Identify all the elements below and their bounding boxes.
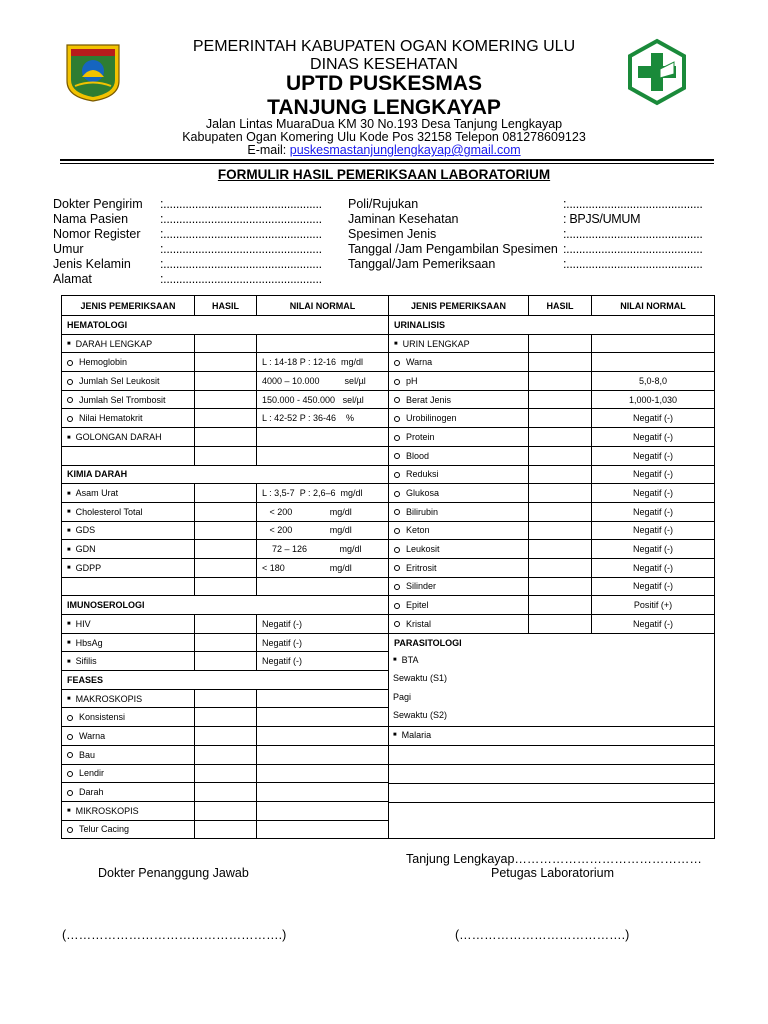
exam-name	[389, 577, 529, 596]
normal-value: L : 14-18 P : 12-16 mg/dl	[257, 353, 389, 372]
exam-name-text: pH	[406, 375, 418, 386]
circle-bullet-icon	[394, 509, 400, 515]
table-row	[62, 353, 715, 372]
exam-name-text: Telur Cacing	[79, 824, 130, 835]
email-line	[0, 143, 768, 157]
result-cell[interactable]	[195, 727, 257, 746]
normal-value: < 200 mg/dl	[257, 502, 389, 521]
patient-field-label: Nama Pasien	[53, 212, 129, 226]
exam-field-value[interactable]: :...........................................	[563, 197, 703, 211]
parasitologi-item-text: Malaria	[401, 729, 432, 740]
exam-name	[389, 615, 529, 634]
empty-cell	[62, 446, 195, 465]
exam-name-text: Warna	[406, 357, 433, 368]
circle-bullet-icon	[67, 416, 73, 422]
exam-name	[62, 334, 195, 353]
parasitologi-item-text: BTA	[401, 654, 419, 665]
table-row	[62, 633, 715, 652]
exam-name	[62, 558, 195, 577]
normal-value: 150.000 - 450.000 sel/µl	[257, 390, 389, 409]
exam-name	[62, 783, 195, 802]
table-row	[62, 540, 715, 559]
result-cell[interactable]	[195, 615, 257, 634]
result-cell[interactable]	[529, 353, 592, 372]
parasitologi-item	[389, 652, 714, 671]
result-cell[interactable]	[529, 502, 592, 521]
empty-cell	[62, 577, 195, 596]
result-cell[interactable]	[195, 334, 257, 353]
exam-name-text: Asam Urat	[75, 488, 119, 499]
normal-value	[257, 727, 389, 746]
exam-name	[389, 409, 529, 428]
normal-value: 4000 – 10.000 sel/µl	[257, 372, 389, 391]
result-cell[interactable]	[529, 409, 592, 428]
exam-name-text: Kristal	[406, 618, 432, 629]
exam-name	[62, 372, 195, 391]
square-bullet-icon: ■	[67, 490, 71, 497]
exam-name-text: Konsistensi	[79, 712, 126, 723]
result-cell[interactable]	[529, 428, 592, 447]
circle-bullet-icon	[67, 360, 73, 366]
lab-results-table	[61, 295, 715, 839]
parasitologi-item	[389, 707, 714, 726]
exam-name	[62, 540, 195, 559]
exam-name-text: Silinder	[406, 581, 437, 592]
exam-name	[62, 727, 195, 746]
circle-bullet-icon	[394, 379, 400, 385]
exam-name	[62, 689, 195, 708]
circle-bullet-icon	[67, 752, 73, 758]
exam-name-text: Warna	[79, 730, 106, 741]
normal-value	[257, 446, 389, 465]
normal-value: L : 3,5-7 P : 2,6–6 mg/dl	[257, 484, 389, 503]
exam-name-text: Bau	[79, 749, 96, 760]
exam-name-text: Keton	[406, 525, 430, 536]
parasitologi-item	[389, 670, 714, 689]
exam-name-text: Blood	[406, 450, 430, 461]
exam-field-value[interactable]: :...........................................	[563, 257, 703, 271]
result-cell[interactable]	[529, 390, 592, 409]
exam-name-text: Eritrosit	[406, 562, 437, 573]
square-bullet-icon: ■	[394, 341, 398, 348]
result-cell[interactable]	[195, 446, 257, 465]
exam-name-text: Epitel	[406, 600, 429, 611]
exam-name	[62, 652, 195, 671]
doctor-signature-line: (…………………………………………….)	[62, 928, 287, 942]
circle-bullet-icon	[394, 491, 400, 497]
exam-name	[389, 540, 529, 559]
normal-value: < 200 mg/dl	[257, 521, 389, 540]
result-cell[interactable]	[529, 484, 592, 503]
exam-field-label: Spesimen Jenis	[348, 227, 437, 241]
exam-name	[389, 334, 529, 353]
header-rule-thick	[60, 159, 714, 161]
exam-name	[62, 521, 195, 540]
patient-field-label: Jenis Kelamin	[53, 257, 131, 271]
table-row	[62, 502, 715, 521]
table-row	[62, 615, 715, 634]
normal-value: < 180 mg/dl	[257, 558, 389, 577]
address-line-2: Kabupaten Ogan Komering Ulu Kode Pos 32158 Telepon 081278609123	[182, 130, 586, 144]
exam-name	[62, 708, 195, 727]
circle-bullet-icon	[67, 771, 73, 777]
normal-value: Negatif (-)	[257, 633, 389, 652]
exam-name-text: Bilirubin	[406, 506, 439, 517]
result-cell[interactable]	[195, 390, 257, 409]
header-cell: NILAI NORMAL	[592, 296, 715, 316]
result-cell[interactable]	[529, 615, 592, 634]
header-government: PEMERINTAH KABUPATEN OGAN KOMERING ULU	[192, 38, 576, 55]
header-uptd: UPTD PUSKESMAS	[285, 72, 483, 95]
square-bullet-icon: ■	[67, 621, 71, 628]
circle-bullet-icon	[394, 435, 400, 441]
exam-field-label: Poli/Rujukan	[348, 197, 419, 211]
parasitologi-item-text: Sewaktu (S1)	[393, 673, 448, 684]
exam-name-text: Jumlah Sel Trombosit	[79, 394, 166, 405]
table-row	[62, 577, 715, 596]
email-link[interactable]: puskesmastanjunglengkayap@gmail.com	[289, 143, 521, 157]
header-cell: HASIL	[195, 296, 257, 316]
circle-bullet-icon	[67, 379, 73, 385]
result-cell[interactable]	[195, 652, 257, 671]
exam-name	[62, 428, 195, 447]
parasitologi-item	[389, 689, 714, 708]
header-cell: JENIS PEMERIKSAAN	[389, 296, 529, 316]
result-cell[interactable]	[195, 521, 257, 540]
exam-name-text: GDN	[75, 544, 96, 555]
exam-name	[62, 820, 195, 839]
result-cell[interactable]	[195, 409, 257, 428]
exam-field-value[interactable]: : BPJS/UMUM	[563, 212, 641, 226]
result-cell[interactable]	[529, 372, 592, 391]
normal-value	[257, 577, 389, 596]
exam-name-text: Darah	[79, 787, 104, 798]
square-bullet-icon: ■	[67, 528, 71, 535]
place-date: Tanjung Lengkayap………………………………………	[406, 852, 702, 866]
exam-field-label: Jaminan Kesehatan	[348, 212, 459, 226]
circle-bullet-icon	[394, 453, 400, 459]
table-row	[62, 596, 715, 615]
section-title: KIMIA DARAH	[62, 465, 389, 484]
blank-line	[389, 802, 714, 821]
result-cell[interactable]	[195, 540, 257, 559]
square-bullet-icon: ■	[67, 546, 71, 553]
exam-name	[389, 390, 529, 409]
normal-value: Negatif (-)	[592, 409, 715, 428]
normal-value: 72 – 126 mg/dl	[257, 540, 389, 559]
circle-bullet-icon	[394, 565, 400, 571]
normal-value: Negatif (-)	[592, 465, 715, 484]
header-cell: HASIL	[529, 296, 592, 316]
result-cell[interactable]	[529, 577, 592, 596]
square-bullet-icon: ■	[67, 696, 71, 703]
result-cell[interactable]	[195, 484, 257, 503]
result-cell[interactable]	[529, 465, 592, 484]
result-cell[interactable]	[529, 334, 592, 353]
circle-bullet-icon	[394, 584, 400, 590]
lab-officer-signature-line: (………………………………….)	[455, 928, 630, 942]
normal-value: 5,0-8,0	[592, 372, 715, 391]
circle-bullet-icon	[67, 734, 73, 740]
circle-bullet-icon	[394, 397, 400, 403]
exam-name-text: Berat Jenis	[406, 394, 452, 405]
square-bullet-icon: ■	[67, 509, 71, 516]
normal-value: Negatif (-)	[592, 502, 715, 521]
table-row	[62, 484, 715, 503]
result-cell[interactable]	[529, 446, 592, 465]
patient-field-value[interactable]: :..................................................	[160, 272, 322, 286]
circle-bullet-icon	[394, 416, 400, 422]
square-bullet-icon: ■	[67, 565, 71, 572]
normal-value: Negatif (-)	[592, 484, 715, 503]
exam-name-text: Leukosit	[406, 544, 440, 555]
normal-value: Negatif (-)	[257, 652, 389, 671]
exam-name-text: Sifilis	[75, 656, 97, 667]
parasitologi-item-text: Sewaktu (S2)	[393, 710, 448, 721]
normal-value: Negatif (-)	[592, 446, 715, 465]
section-title: IMUNOSEROLOGI	[62, 596, 389, 615]
result-cell[interactable]	[195, 745, 257, 764]
exam-name	[62, 353, 195, 372]
result-cell[interactable]	[195, 428, 257, 447]
exam-name	[389, 558, 529, 577]
normal-value	[257, 334, 389, 353]
exam-name-text: Urobilinogen	[406, 413, 457, 424]
exam-name-text: URIN LENGKAP	[402, 338, 470, 349]
result-cell[interactable]	[195, 801, 257, 820]
circle-bullet-icon	[394, 603, 400, 609]
exam-name	[389, 353, 529, 372]
parasitologi-item	[389, 726, 714, 745]
exam-name-text: Hemoglobin	[79, 357, 128, 368]
circle-bullet-icon	[394, 528, 400, 534]
patient-field-label: Alamat	[53, 272, 92, 286]
exam-name	[62, 409, 195, 428]
blank-line	[389, 745, 714, 764]
exam-name	[62, 615, 195, 634]
exam-name	[389, 502, 529, 521]
result-cell[interactable]	[195, 558, 257, 577]
header-cell: NILAI NORMAL	[257, 296, 389, 316]
exam-name	[389, 446, 529, 465]
exam-name-text: GOLONGAN DARAH	[75, 431, 162, 442]
table-row	[62, 521, 715, 540]
exam-name	[62, 745, 195, 764]
exam-name	[62, 390, 195, 409]
patient-field-label: Umur	[53, 242, 84, 256]
normal-value	[592, 353, 715, 372]
square-bullet-icon: ■	[67, 658, 71, 665]
normal-value	[257, 428, 389, 447]
result-cell[interactable]	[195, 820, 257, 839]
exam-name-text: Glukosa	[406, 488, 440, 499]
parasitologi-block	[389, 633, 715, 839]
exam-name	[389, 521, 529, 540]
section-title: PARASITOLOGI	[394, 637, 462, 648]
normal-value: Negatif (-)	[592, 615, 715, 634]
exam-name-text: DARAH LENGKAP	[75, 338, 153, 349]
patient-field-value[interactable]: :..................................................	[160, 227, 322, 241]
normal-value	[257, 689, 389, 708]
result-cell[interactable]	[195, 708, 257, 727]
square-bullet-icon: ■	[67, 640, 71, 647]
result-cell[interactable]	[195, 372, 257, 391]
result-cell[interactable]	[195, 689, 257, 708]
exam-name-text: MIKROSKOPIS	[75, 805, 139, 816]
table-row	[62, 372, 715, 391]
normal-value: L : 42-52 P : 36-46 %	[257, 409, 389, 428]
circle-bullet-icon	[394, 547, 400, 553]
normal-value: Negatif (-)	[592, 428, 715, 447]
patient-field-value[interactable]: :..................................................	[160, 257, 322, 271]
result-cell[interactable]	[529, 596, 592, 615]
result-cell[interactable]	[195, 502, 257, 521]
circle-bullet-icon	[394, 472, 400, 478]
header-puskesmas-name: TANJUNG LENGKAYAP	[267, 96, 501, 119]
normal-value	[257, 764, 389, 783]
circle-bullet-icon	[394, 360, 400, 366]
normal-value	[257, 801, 389, 820]
square-bullet-icon: ■	[67, 808, 71, 815]
header-department: DINAS KESEHATAN	[310, 56, 458, 73]
table-row	[62, 446, 715, 465]
circle-bullet-icon	[394, 621, 400, 627]
exam-name	[62, 502, 195, 521]
table-row	[62, 558, 715, 577]
normal-value: Negatif (-)	[592, 558, 715, 577]
doctor-signature-title: Dokter Penanggung Jawab	[98, 866, 249, 880]
exam-name	[389, 484, 529, 503]
table-row	[62, 428, 715, 447]
exam-name-text: Lendir	[79, 768, 105, 779]
section-title: URINALISIS	[389, 316, 715, 335]
patient-field-value[interactable]: :..................................................	[160, 212, 322, 226]
table-row	[62, 316, 715, 335]
exam-name	[62, 484, 195, 503]
table-header-row	[62, 296, 715, 316]
exam-name	[62, 801, 195, 820]
normal-value	[257, 783, 389, 802]
normal-value: Negatif (-)	[592, 521, 715, 540]
form-title: FORMULIR HASIL PEMERIKSAAN LABORATORIUM	[217, 167, 551, 182]
header-rule-thin	[60, 163, 714, 164]
table-row	[62, 465, 715, 484]
exam-name-text: GDS	[75, 525, 96, 536]
exam-name-text: Protein	[406, 431, 435, 442]
result-cell[interactable]	[529, 558, 592, 577]
lab-officer-signature-title: Petugas Laboratorium	[491, 866, 614, 880]
normal-value: 1,000-1,030	[592, 390, 715, 409]
blank-line	[389, 783, 714, 802]
table-row	[62, 334, 715, 353]
circle-bullet-icon	[67, 715, 73, 721]
exam-name	[389, 465, 529, 484]
exam-field-value[interactable]: :...........................................	[563, 227, 703, 241]
parasitologi-item-text: Pagi	[393, 691, 412, 702]
blank-line	[389, 764, 714, 783]
exam-name	[389, 372, 529, 391]
normal-value: Negatif (-)	[592, 540, 715, 559]
normal-value: Negatif (-)	[257, 615, 389, 634]
result-cell[interactable]	[195, 764, 257, 783]
patient-field-value[interactable]: :..................................................	[160, 242, 322, 256]
patient-field-label: Dokter Pengirim	[53, 197, 143, 211]
square-bullet-icon: ■	[393, 732, 397, 739]
email-label: E-mail:	[247, 143, 290, 157]
exam-name	[62, 764, 195, 783]
section-title: FEASES	[62, 671, 389, 690]
square-bullet-icon: ■	[393, 657, 397, 664]
result-cell[interactable]	[529, 521, 592, 540]
result-cell[interactable]	[195, 577, 257, 596]
exam-field-label: Tanggal/Jam Pemeriksaan	[348, 257, 496, 271]
normal-value: Negatif (-)	[592, 577, 715, 596]
normal-value	[257, 708, 389, 727]
exam-name-text: MAKROSKOPIS	[75, 693, 143, 704]
exam-name	[389, 596, 529, 615]
circle-bullet-icon	[67, 827, 73, 833]
result-cell[interactable]	[195, 783, 257, 802]
header-cell: JENIS PEMERIKSAAN	[62, 296, 195, 316]
square-bullet-icon: ■	[67, 434, 71, 441]
exam-name-text: Nilai Hematokrit	[79, 413, 143, 424]
normal-value	[592, 334, 715, 353]
exam-name	[62, 633, 195, 652]
result-cell[interactable]	[195, 633, 257, 652]
exam-name-text: Jumlah Sel Leukosit	[79, 375, 160, 386]
circle-bullet-icon	[67, 397, 73, 403]
exam-field-value[interactable]: :...........................................	[563, 242, 703, 256]
table-row	[62, 409, 715, 428]
exam-name-text: HbsAg	[75, 637, 103, 648]
square-bullet-icon: ■	[67, 341, 71, 348]
table-row	[62, 390, 715, 409]
exam-name	[389, 428, 529, 447]
patient-field-label: Nomor Register	[53, 227, 141, 241]
result-cell[interactable]	[195, 353, 257, 372]
result-cell[interactable]	[529, 540, 592, 559]
exam-field-label: Tanggal /Jam Pengambilan Spesimen	[348, 242, 558, 256]
exam-name-text: Cholesterol Total	[75, 506, 143, 517]
exam-name-text: Reduksi	[406, 469, 439, 480]
normal-value: Positif (+)	[592, 596, 715, 615]
exam-name-text: GDPP	[75, 562, 102, 573]
circle-bullet-icon	[67, 790, 73, 796]
exam-name-text: HIV	[75, 618, 91, 629]
section-title: HEMATOLOGI	[62, 316, 389, 335]
patient-field-value[interactable]: :..................................................	[160, 197, 322, 211]
normal-value	[257, 745, 389, 764]
address-line-1: Jalan Lintas MuaraDua KM 30 No.193 Desa Tanjung Lengkayap	[205, 117, 563, 131]
normal-value	[257, 820, 389, 839]
